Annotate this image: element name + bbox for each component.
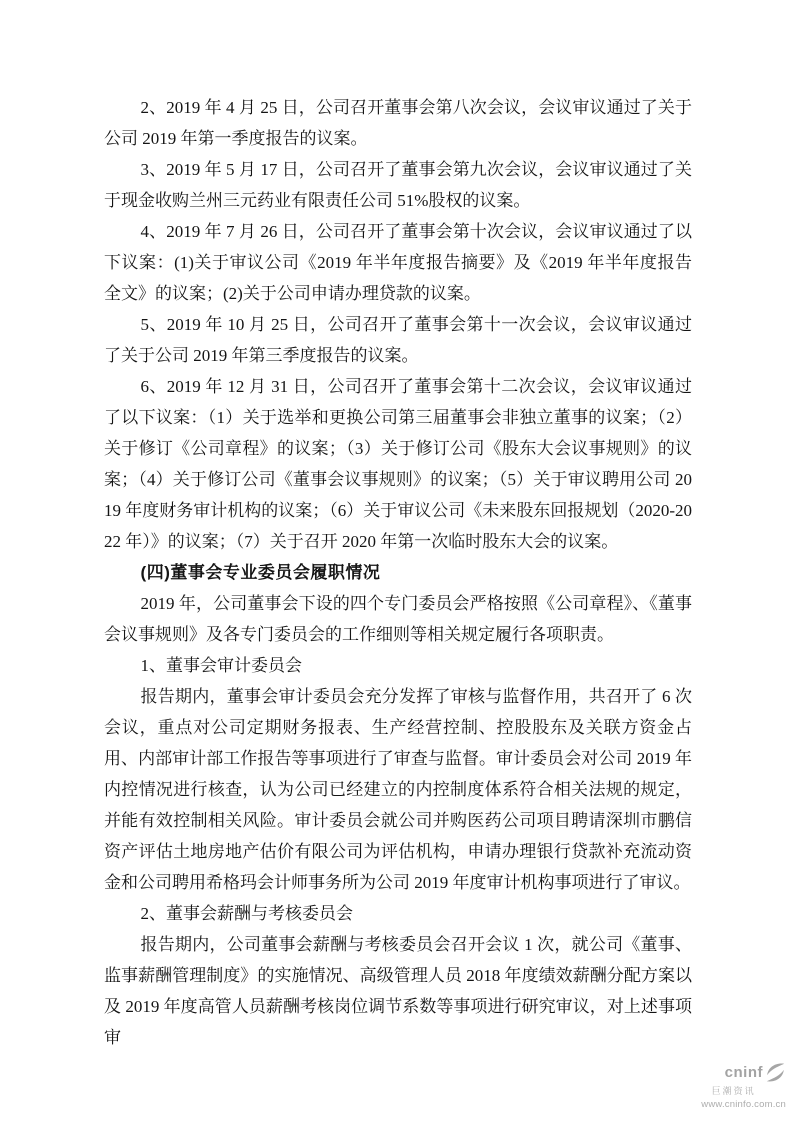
paragraph-remuneration-committee-report: 报告期内，公司董事会薪酬与考核委员会召开会议 1 次，就公司《董事、监事薪酬管理制度》的实施情况、高级管理人员 2018 年度绩效薪酬分配方案以及 2019 年度高管人员薪酬考核岗位调节系数等事项进行研究审议，对上述事项审 <box>104 935 692 1047</box>
paragraph-board-meeting-12: 6、2019 年 12 月 31 日，公司召开了董事会第十二次会议，会议审议通过了以下议案：（1）关于选举和更换公司第三届董事会非独立董事的议案；（2）关于修订《公司章程》的议案；（3）关于修订公司《股东大会议事规则》的议案；（4）关于修订公司《董事会议事规则》的议案；（5）关于审议聘用公司 2019 年度财务审计机构的议案；（6）关于审议公司《未来股东回报规划（2020-2022 年）》的议案；（7）关于召开 2020 年第一次临时股东大会的议案。 <box>104 377 692 551</box>
paragraph-audit-committee-report: 报告期内，董事会审计委员会充分发挥了审核与监督作用，共召开了 6 次会议，重点对公司定期财务报表、生产经营控制、控股股东及关联方资金占用、内部审计部工作报告等事项进行了审查与监督。审计委员会对公司 2019 年内控情况进行核查，认为公司已经建立的内控制度体系符合相关法规的规定，并能有效控制相关风险。审计委员会就公司并购医药公司项目聘请深圳市鹏信资产评估土地房地产估价有限公司为评估机构，申请办理银行贷款补充流动资金和公司聘用希格玛会计师事务所为公司 2019 年度审计机构事项进行了审议。 <box>104 687 692 892</box>
paragraph-board-meeting-10: 4、2019 年 7 月 26 日，公司召开了董事会第十次会议，会议审议通过了以下议案：(1)关于审议公司《2019 年半年度报告摘要》及《2019 年半年度报告全文》的议案；(2)关于公司申请办理贷款的议案。 <box>104 222 692 303</box>
cninfo-logo-caption: 巨潮资讯 <box>711 1086 756 1096</box>
paragraph-committees-overview: 2019 年，公司董事会下设的四个专门委员会严格按照《公司章程》、《董事会议事规则》及各专门委员会的工作细则等相关规定履行各项职责。 <box>104 594 692 644</box>
cninfo-logo-url: www.cninfo.com.cn <box>701 1099 786 1110</box>
cninfo-logo <box>701 1062 786 1110</box>
cninfo-swirl-icon <box>765 1062 786 1083</box>
cninfo-logo-row <box>701 1062 786 1083</box>
subsection-title-remuneration-committee: 2、董事会薪酬与考核委员会 <box>140 904 354 923</box>
document-text-body <box>104 92 692 1053</box>
subsection-title-audit-committee: 1、董事会审计委员会 <box>140 656 303 675</box>
paragraph-board-meeting-9: 3、2019 年 5 月 17 日，公司召开了董事会第九次会议，会议审议通过了关于现金收购兰州三元药业有限责任公司 51%股权的议案。 <box>104 160 692 210</box>
paragraph-board-meeting-8: 2、2019 年 4 月 25 日，公司召开董事会第八次会议，会议审议通过了关于公司 2019 年第一季度报告的议案。 <box>104 98 692 148</box>
cninfo-logo-text: cninf <box>724 1064 763 1081</box>
section-heading-special-committees: (四)董事会专业委员会履职情况 <box>140 563 381 582</box>
paragraph-board-meeting-11: 5、2019 年 10 月 25 日，公司召开了董事会第十一次会议，会议审议通过了关于公司 2019 年第三季度报告的议案。 <box>104 315 692 365</box>
